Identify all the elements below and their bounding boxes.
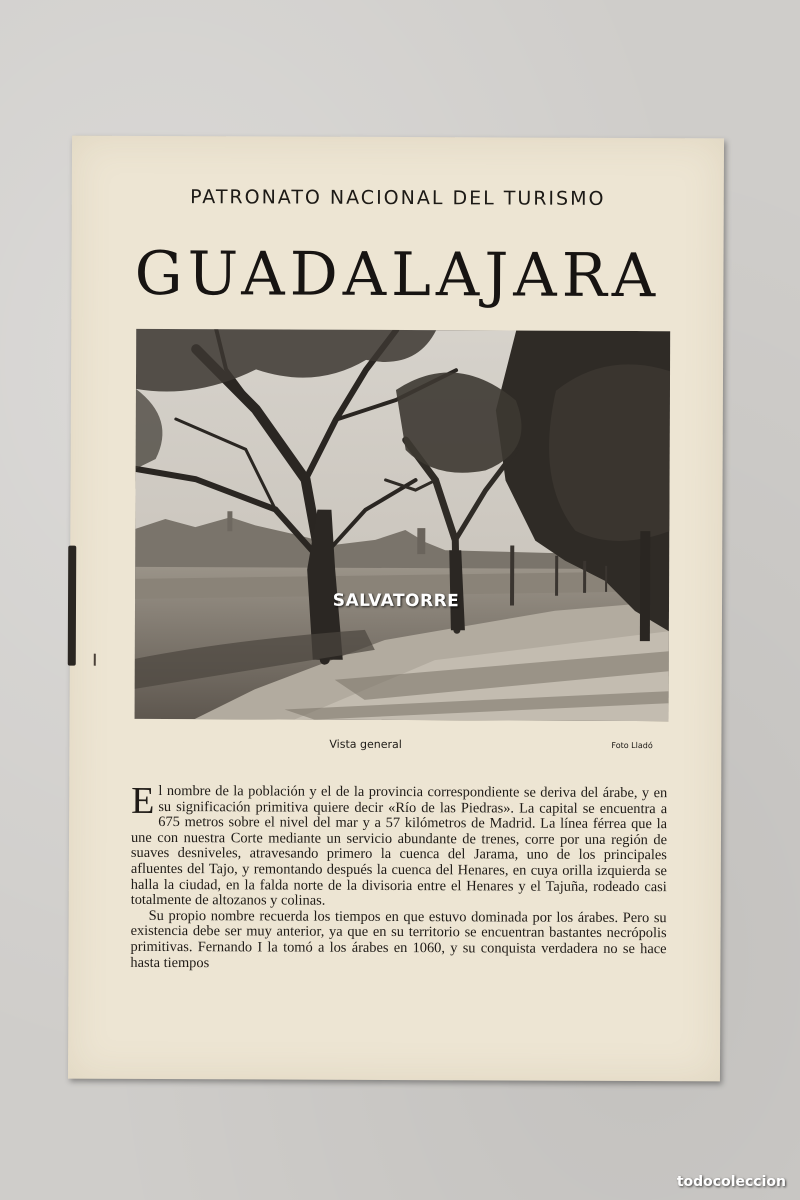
page-title: GUADALAJARA: [134, 238, 661, 312]
publisher-header: PATRONATO NACIONAL DEL TURISMO: [190, 186, 606, 210]
photo-credit: Foto Lladó: [611, 740, 653, 751]
photo-caption: Vista general: [329, 737, 402, 752]
site-watermark: todocoleccion: [676, 1174, 786, 1190]
paragraph: [130, 779, 668, 911]
paragraph-text: l nombre de la población y el de la provincia correspondiente se deriva del árabe, y en su significación primitiva quiere decir «Río de las Piedras». La capital se encuentra a 675 metros sobre el nivel del mar y a 57 kilómetros de Madrid. La línea férrea que la une con nuestra Corte mediante un servicio abundante de trenes, corre por una región de suaves desniveles, atravesando primero la cuenca del Jarama, uno de los principales afluentes del Tajo, y remontando después la cuenca del Henares, en cuya orilla izquierda se halla la ciudad, en la falda norte de la divisoria entre el Henares y el Tajuña, rodeado casi totalmente de altozanos y colinas.: [130, 782, 668, 909]
drop-cap: E: [131, 779, 155, 822]
booklet-page: [68, 136, 724, 1082]
paragraph: Su propio nombre recuerda los tiempos en que estuvo dominada por los árabes. Pero su existencia debe ser muy anterior, ya que en su territorio se encuentran bastantes necrópolis primitivas. Fernando I la tomó a los árabes en 1060, y su conquista verdadera no se hace hasta tiempos: [130, 907, 667, 971]
tree-lined-road-image: [135, 329, 671, 721]
binding-tick: [94, 654, 96, 666]
body-text: [130, 779, 668, 973]
landscape-photo: [135, 329, 671, 721]
watermark-overlay: SALVATORRE: [332, 590, 460, 612]
photo-caption-row: [69, 737, 721, 752]
